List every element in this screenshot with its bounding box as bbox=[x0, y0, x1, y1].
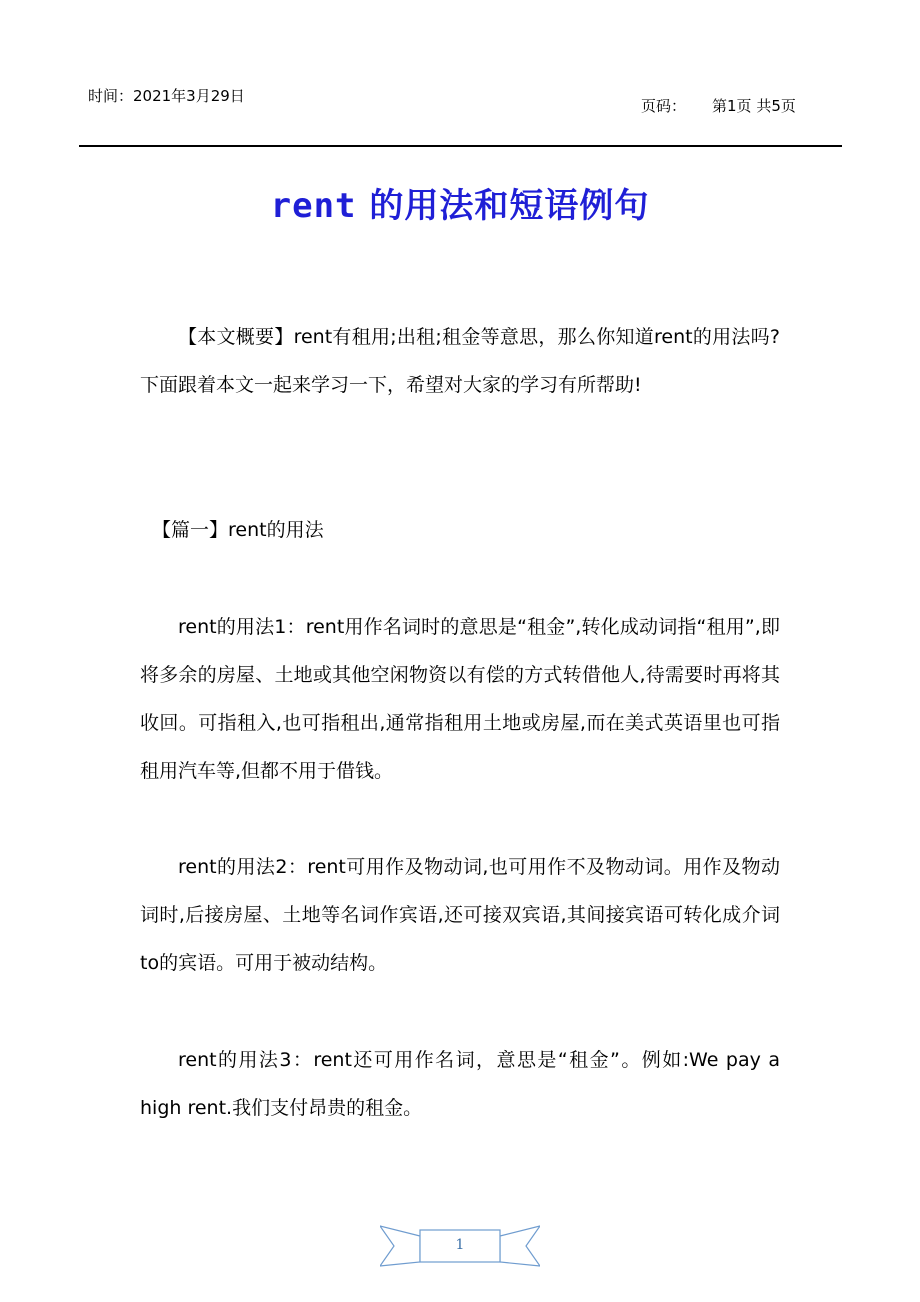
usage-paragraph-3: rent的用法3：rent还可用作名词，意思是“租金”。例如:We pay a high rent.我们支付昂贵的租金。 bbox=[140, 1049, 780, 1119]
page-number: 1 bbox=[455, 1237, 465, 1253]
page-label: 页码： bbox=[641, 97, 687, 115]
intro-paragraph: 【本文概要】rent有租用;出租;租金等意思，那么你知道rent的用法吗?下面跟着本文一起来学习一下，希望对大家的学习有所帮助! bbox=[140, 326, 780, 396]
header-divider bbox=[79, 145, 842, 147]
page-number-footer bbox=[380, 1222, 540, 1268]
page-title bbox=[0, 182, 920, 230]
page-title-rest: 的用法和短语例句 bbox=[356, 186, 650, 226]
usage-paragraph-1: rent的用法1：rent用作名词时的意思是“租金”,转化成动词指“租用”,即将多余的房屋、土地或其他空闲物资以有偿的方式转借他人,待需要时再将其收回。可指租入,也可指租出,通常指租用土地或房屋,而在美式英语里也可指租用汽车等,但都不用于借钱。 bbox=[140, 616, 780, 782]
usage-paragraph-2: rent的用法2：rent可用作及物动词,也可用作不及物动词。用作及物动词时,后接房屋、土地等名词作宾语,还可接双宾语,其间接宾语可转化成介词to的宾语。可用于被动结构。 bbox=[140, 856, 780, 974]
section-heading: 【篇一】rent的用法 bbox=[152, 519, 324, 541]
page-title-latin: rent bbox=[270, 186, 357, 226]
page-count: 第1页 共5页 bbox=[712, 97, 796, 115]
header-page-info bbox=[641, 96, 796, 116]
header-date: 时间：2021年3月29日 bbox=[88, 87, 245, 105]
